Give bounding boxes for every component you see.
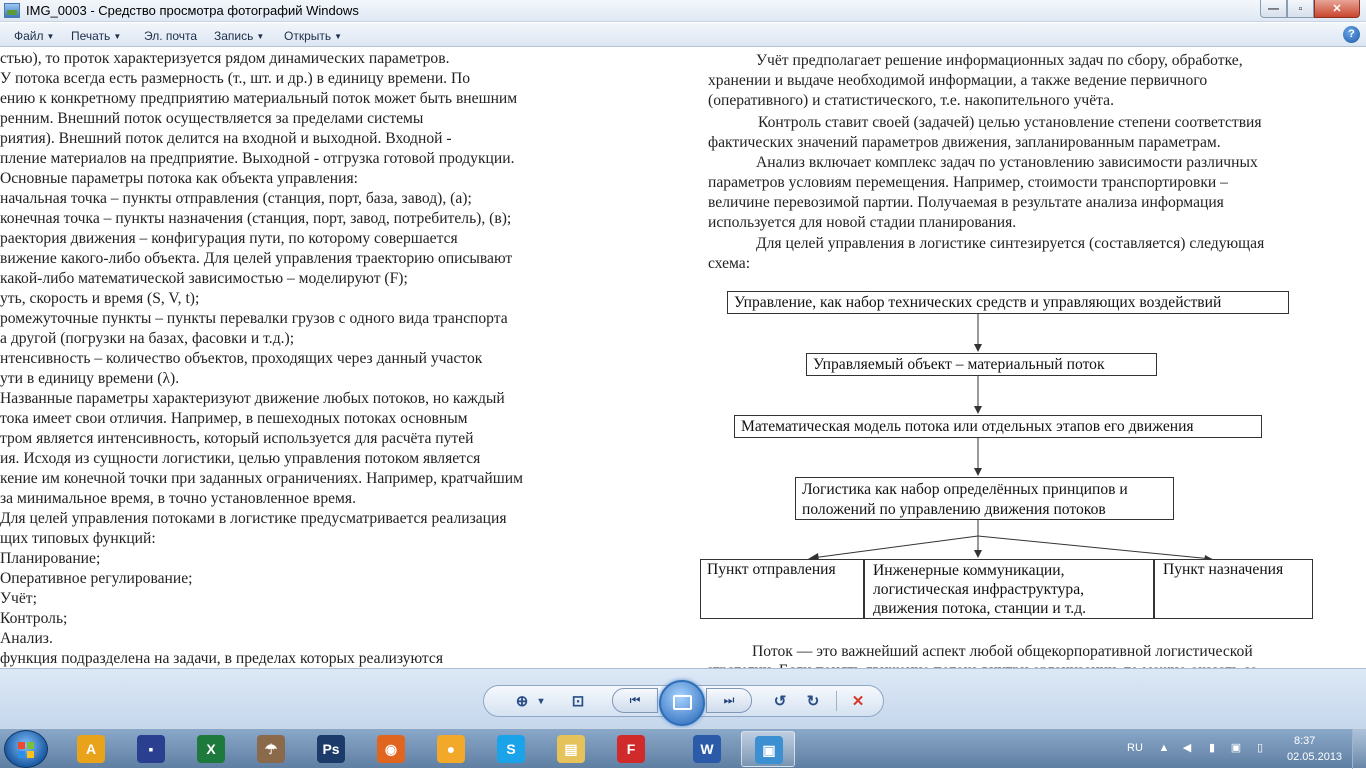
photo-viewer-app-icon xyxy=(4,3,20,18)
left-line: пление материалов на предприятие. Выходной - отгрузка готовой продукции. xyxy=(0,150,515,167)
taskbar-app-skype[interactable] xyxy=(484,731,538,767)
menu-print[interactable] xyxy=(71,29,121,43)
pdf-reader-icon: F xyxy=(617,735,645,763)
taskbar-app-excel[interactable] xyxy=(184,731,238,767)
right-line: Учёт предполагает решение информационных задач по сбору, обработке, xyxy=(756,52,1243,69)
menu-file-label: Файл xyxy=(14,29,44,43)
taskbar-app-firefox[interactable] xyxy=(364,731,418,767)
excel-icon: X xyxy=(197,735,225,763)
diagram-box-infrastructure-line1: Инженерные коммуникации, xyxy=(873,562,1065,579)
network-icon[interactable]: ▣ xyxy=(1230,742,1242,754)
diagram-box-infrastructure-line3: движения потока, станции и т.д. xyxy=(873,600,1087,617)
firefox-icon: ◉ xyxy=(377,735,405,763)
rotate-ccw-icon[interactable]: ↺ xyxy=(773,693,787,710)
zoom-caret-icon[interactable]: ▾ xyxy=(538,696,544,707)
show-hidden-icons-icon[interactable]: ▲ xyxy=(1158,742,1170,754)
left-line: Для целей управления потоками в логистике предусматривается реализация xyxy=(0,510,507,527)
previous-button[interactable]: ⏮ xyxy=(612,688,658,713)
minimize-button[interactable]: — xyxy=(1260,0,1287,18)
left-line: нтенсивность – количество объектов, проходящих через данный участок xyxy=(0,350,483,367)
left-line: У потока всегда есть размерность (т., шт. и др.) в единицу времени. По xyxy=(0,70,471,87)
left-line: тока имеет свои отличия. Например, в пешеходных потоках основным xyxy=(0,410,468,427)
folder-icon: ▤ xyxy=(557,735,585,763)
left-line: Контроль; xyxy=(0,610,68,627)
photo-canvas[interactable] xyxy=(0,48,1366,668)
menu-print-caret-icon: ▼ xyxy=(113,32,122,41)
taskbar-app-photoshop[interactable] xyxy=(304,731,358,767)
right-line: Контроль ставит своей (задачей) целью установление степени соответствия xyxy=(758,114,1262,131)
left-line: вижение какого-либо объекта. Для целей управления траекторию описывают xyxy=(0,250,513,267)
arrow-2 xyxy=(974,406,982,414)
menu-open-caret-icon: ▼ xyxy=(334,32,343,41)
left-line: кение им конечной точки при заданных ограничениях. Например, кратчайшим xyxy=(0,470,523,487)
menu-open[interactable] xyxy=(284,29,342,43)
arrow-4 xyxy=(974,550,982,558)
diagram-box-material-flow: Управляемый объект – материальный поток xyxy=(806,353,1157,376)
maximize-button[interactable]: ▫ xyxy=(1287,0,1314,18)
help-icon[interactable]: ? xyxy=(1343,26,1360,43)
arrow-1 xyxy=(974,344,982,352)
slideshow-icon xyxy=(673,695,692,710)
diagram-box-control-means: Управление, как набор технических средств и управляющих воздействий xyxy=(727,291,1289,314)
left-line: конечная точка – пункты назначения (станция, порт, завод, потребитель), (в); xyxy=(0,210,512,227)
taskbar-app-weather[interactable] xyxy=(244,731,298,767)
taskbar-app-save[interactable] xyxy=(124,731,178,767)
diagram-box-logistics-line1: Логистика как набор определённых принципов и xyxy=(802,481,1128,498)
rotate-cw-icon[interactable]: ↻ xyxy=(806,693,820,710)
left-line: функция подразделена на задачи, в пределах которых реализуются xyxy=(0,650,443,667)
left-line: Планирование; xyxy=(0,550,101,567)
toolbar-divider xyxy=(836,691,837,711)
right-line: используется для новой стадии планирования. xyxy=(708,214,1017,231)
window-controls xyxy=(1260,0,1360,18)
skype-icon: S xyxy=(497,735,525,763)
left-line: уть, скорость и время (S, V, t); xyxy=(0,290,200,307)
taskbar-app-avast[interactable] xyxy=(64,731,118,767)
right-line: фактических значений параметров движения, запланированным параметрам. xyxy=(708,134,1221,151)
left-line: тром является интенсивность, который используется для расчёта путей xyxy=(0,430,474,447)
clock-date[interactable]: 02.05.2013 xyxy=(1287,751,1343,763)
left-line: Оперативное регулирование; xyxy=(0,570,193,587)
taskbar xyxy=(0,728,1366,768)
tray-app-icon[interactable]: ▮ xyxy=(1208,742,1216,754)
burning-disc-icon: ● xyxy=(437,735,465,763)
menu-email[interactable] xyxy=(144,29,197,43)
volume-icon[interactable]: ◀ xyxy=(1182,742,1192,754)
left-line: ути в единицу времени (λ). xyxy=(0,370,180,387)
right-line: схема: xyxy=(708,255,751,272)
diagram-box-logistics xyxy=(795,477,1174,520)
left-line: какой-либо математической зависимостью – моделируют (F); xyxy=(0,270,408,287)
fit-window-icon[interactable]: ⊡ xyxy=(571,693,585,710)
connector-6 xyxy=(978,536,1212,559)
left-line: Названные параметры характеризуют движение любых потоков, но каждый xyxy=(0,390,505,407)
left-line: ению к конкретному предприятию материальный поток может быть внешним xyxy=(0,90,518,107)
taskbar-app-photo-viewer[interactable] xyxy=(741,731,795,767)
left-line: риятия). Внешний поток делится на входной и выходной. Входной - xyxy=(0,130,452,147)
close-button[interactable]: ✕ xyxy=(1314,0,1360,18)
floppy-icon: ▪ xyxy=(137,735,165,763)
left-line: Основные параметры потока как объекта управления: xyxy=(0,170,358,187)
left-line: за минимальное время, в точно установленное время. xyxy=(0,490,356,507)
right-line: Анализ включает комплекс задач по установлению зависимости различных xyxy=(756,154,1258,171)
left-line: а другой (погрузки на базах, фасовки и т.д.); xyxy=(0,330,295,347)
menu-bar xyxy=(0,23,1366,47)
right-line: (оперативного) и статистического, т.е. накопительного учёта. xyxy=(708,92,1114,109)
left-line: Анализ. xyxy=(0,630,53,647)
arrow-3 xyxy=(974,468,982,476)
menu-file-caret-icon: ▼ xyxy=(46,32,55,41)
left-line: щих типовых функций: xyxy=(0,530,156,547)
title-bar xyxy=(0,0,1366,22)
diagram-box-infrastructure-line2: логистическая инфраструктура, xyxy=(873,581,1085,598)
right-line: величине перевозимой партии. Получаемая в результате анализа информация xyxy=(708,194,1224,211)
word-icon: W xyxy=(693,735,721,763)
photo-viewer-icon: ▣ xyxy=(755,736,783,764)
start-button[interactable] xyxy=(4,730,48,768)
right-line: Для целей управления в логистике синтезируется (составляется) следующая xyxy=(756,235,1265,252)
left-line: стью), то проток характеризуется рядом динамических параметров. xyxy=(0,50,450,67)
left-line: начальная точка – пункты отправления (станция, порт, база, завод), (а); xyxy=(0,190,472,207)
taskbar-app-explorer[interactable] xyxy=(544,731,598,767)
left-line: ия. Исходя из сущности логистики, целью управления потоком является xyxy=(0,450,481,467)
left-line: раектория движения – конфигурация пути, по которому совершается xyxy=(0,230,458,247)
menu-file[interactable] xyxy=(14,29,54,43)
clock-time[interactable]: 8:37 xyxy=(1294,735,1316,747)
slideshow-button[interactable] xyxy=(659,680,705,726)
delete-icon[interactable]: ✕ xyxy=(851,693,865,710)
connector-5 xyxy=(812,536,978,558)
photoshop-icon: Ps xyxy=(317,735,345,763)
diagram-box-math-model: Математическая модель потока или отдельных этапов его движения xyxy=(734,415,1262,438)
next-button[interactable]: ⏭ xyxy=(706,688,752,713)
menu-email-label: Эл. почта xyxy=(144,29,198,43)
diagram-box-origin: Пункт отправления xyxy=(700,559,864,619)
diagram-box-logistics-line2: положений по управлению движения потоков xyxy=(802,501,1106,518)
viewer-toolbar xyxy=(0,668,1366,728)
taskbar-app-foxit[interactable] xyxy=(604,731,658,767)
show-desktop-button[interactable] xyxy=(1352,729,1366,769)
menu-burn[interactable] xyxy=(214,29,264,43)
language-indicator[interactable]: RU xyxy=(1127,742,1143,754)
zoom-icon[interactable]: ⊕ xyxy=(515,693,529,710)
menu-print-label: Печать xyxy=(71,29,111,43)
menu-burn-caret-icon: ▼ xyxy=(256,32,265,41)
window-title: IMG_0003 - Средство просмотра фотографий Windows xyxy=(26,3,359,18)
diagram-box-infrastructure xyxy=(864,559,1154,619)
right-line: хранении и выдаче необходимой информации, а также ведение первичного xyxy=(708,72,1208,89)
taskbar-app-burning[interactable] xyxy=(424,731,478,767)
left-line: Учёт; xyxy=(0,590,37,607)
right-line: параметров условиям перемещения. Например, стоимости транспортировки – xyxy=(708,174,1228,191)
umbrella-icon: ☂ xyxy=(257,735,285,763)
taskbar-app-word[interactable] xyxy=(680,731,734,767)
left-line: ромежуточные пункты – пункты перевалки грузов с одного вида транспорта xyxy=(0,310,508,327)
power-icon[interactable]: ▯ xyxy=(1256,742,1264,754)
diagram-box-destination: Пункт назначения xyxy=(1154,559,1313,619)
bottom-paragraph-line1: Поток — это важнейший аспект любой общекорпоративной логистической xyxy=(752,643,1253,660)
left-line: ренним. Внешний поток осуществляется за пределами системы xyxy=(0,110,424,127)
avast-icon: A xyxy=(77,735,105,763)
menu-burn-label: Запись xyxy=(214,29,254,43)
menu-open-label: Открыть xyxy=(284,29,332,43)
